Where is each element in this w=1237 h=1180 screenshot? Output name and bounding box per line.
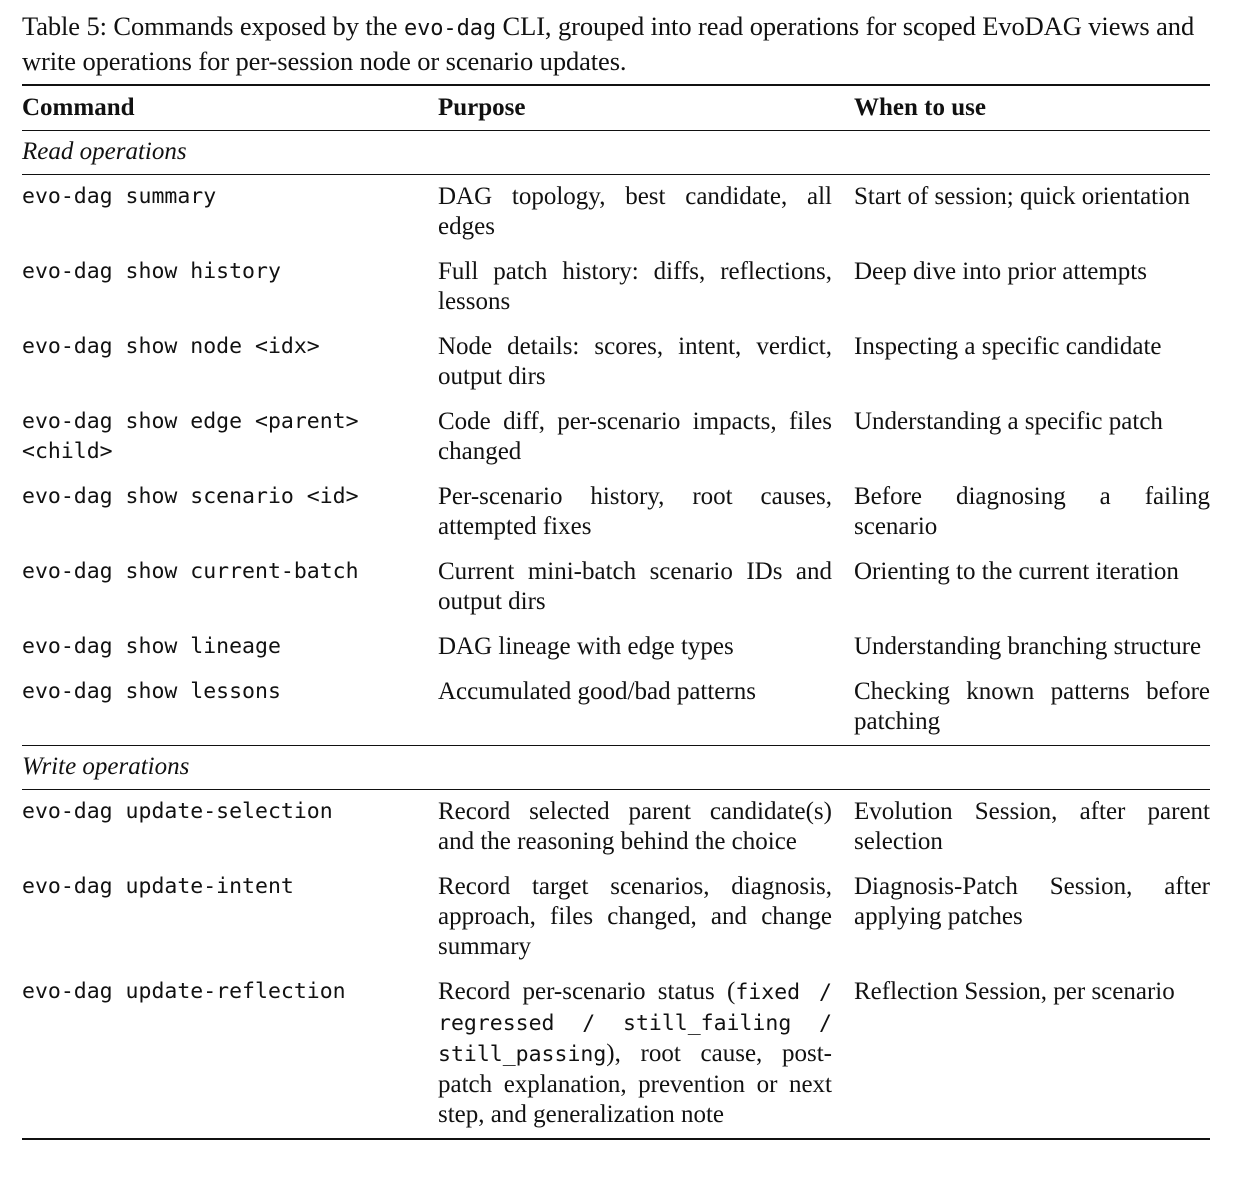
purpose-cell (438, 970, 854, 1139)
table-row (22, 625, 1210, 670)
when-to-use-cell: Understanding branching structure (854, 633, 1202, 660)
purpose-cell: Code diff, per-scenario impacts, files changed (438, 408, 832, 465)
command-cell: evo-dag show lessons (22, 679, 281, 704)
when-to-use-cell: Deep dive into prior attempts (854, 258, 1147, 285)
header-row (22, 85, 1210, 131)
table-row (22, 970, 1210, 1139)
group-label-read: Read operations (22, 138, 187, 165)
when-to-use-cell: Before diagnosing a failing scenario (854, 483, 1210, 540)
table-row (22, 175, 1210, 251)
command-cell: evo-dag show history (22, 259, 281, 284)
purpose-cell: Node details: scores, intent, verdict, output dirs (438, 333, 832, 390)
group-row-write (22, 746, 1210, 790)
command-cell: evo-dag update-selection (22, 799, 333, 824)
header-purpose: Purpose (438, 94, 526, 121)
command-cell: evo-dag update-intent (22, 874, 294, 899)
table-caption (22, 10, 1210, 78)
header-command: Command (22, 94, 135, 121)
purpose-text: ), root cause, post-patch explanation, prevention or next step, and generalization note (438, 1040, 832, 1128)
table-row (22, 790, 1210, 866)
when-to-use-cell: Orienting to the current iteration (854, 558, 1179, 585)
when-to-use-cell: Checking known patterns before patching (854, 678, 1210, 735)
purpose-cell: DAG lineage with edge types (438, 633, 734, 660)
purpose-cell: Record target scenarios, diagnosis, approach, files changed, and change summary (438, 873, 832, 960)
when-to-use-cell: Diagnosis-Patch Session, after applying patches (854, 873, 1210, 930)
status-values-code: fixed / regressed / still_failing / still_passing (438, 980, 833, 1067)
command-cell: evo-dag show current-batch (22, 559, 359, 584)
purpose-cell: Record selected parent candidate(s) and the reasoning behind the choice (438, 798, 832, 855)
purpose-text: Record per-scenario status ( (438, 978, 736, 1005)
command-cell: evo-dag show edge <parent> <child> (22, 409, 372, 464)
table-row (22, 325, 1210, 400)
command-cell: evo-dag update-reflection (22, 979, 346, 1004)
paper-page (22, 10, 1210, 1140)
when-to-use-cell: Reflection Session, per scenario (854, 978, 1175, 1005)
purpose-cell: Accumulated good/bad patterns (438, 678, 756, 705)
when-to-use-cell: Start of session; quick orientation (854, 183, 1191, 210)
table-row (22, 550, 1210, 625)
command-cell: evo-dag show lineage (22, 634, 281, 659)
caption-suffix: CLI, grouped into read operations for scoped EvoDAG views and write operations for per-session node or scenario updates. (22, 11, 1195, 76)
table-row (22, 250, 1210, 325)
when-to-use-cell: Inspecting a specific candidate (854, 333, 1162, 360)
when-to-use-cell: Understanding a specific patch (854, 408, 1163, 435)
caption-prefix: Table 5: Commands exposed by the (22, 11, 404, 41)
purpose-cell: Full patch history: diffs, reflections, lessons (438, 258, 832, 315)
commands-table (22, 84, 1210, 1140)
purpose-cell: Per-scenario history, root causes, attempted fixes (438, 483, 832, 540)
when-to-use-cell: Evolution Session, after parent selection (854, 798, 1210, 855)
table-row (22, 475, 1210, 550)
write-operations-section (22, 746, 1210, 1140)
purpose-cell: DAG topology, best candidate, all edges (438, 183, 832, 240)
command-cell: evo-dag show scenario <id> (22, 484, 359, 509)
caption-code: evo-dag (403, 16, 497, 41)
table-row (22, 865, 1210, 970)
command-cell: evo-dag show node <idx> (22, 334, 320, 359)
group-row-read (22, 131, 1210, 175)
group-label-write: Write operations (22, 753, 190, 780)
purpose-cell: Current mini-batch scenario IDs and output dirs (438, 558, 832, 615)
header-when: When to use (854, 94, 986, 121)
read-operations-section (22, 131, 1210, 746)
table-row (22, 670, 1210, 746)
table-row (22, 400, 1210, 475)
command-cell: evo-dag summary (22, 184, 217, 209)
